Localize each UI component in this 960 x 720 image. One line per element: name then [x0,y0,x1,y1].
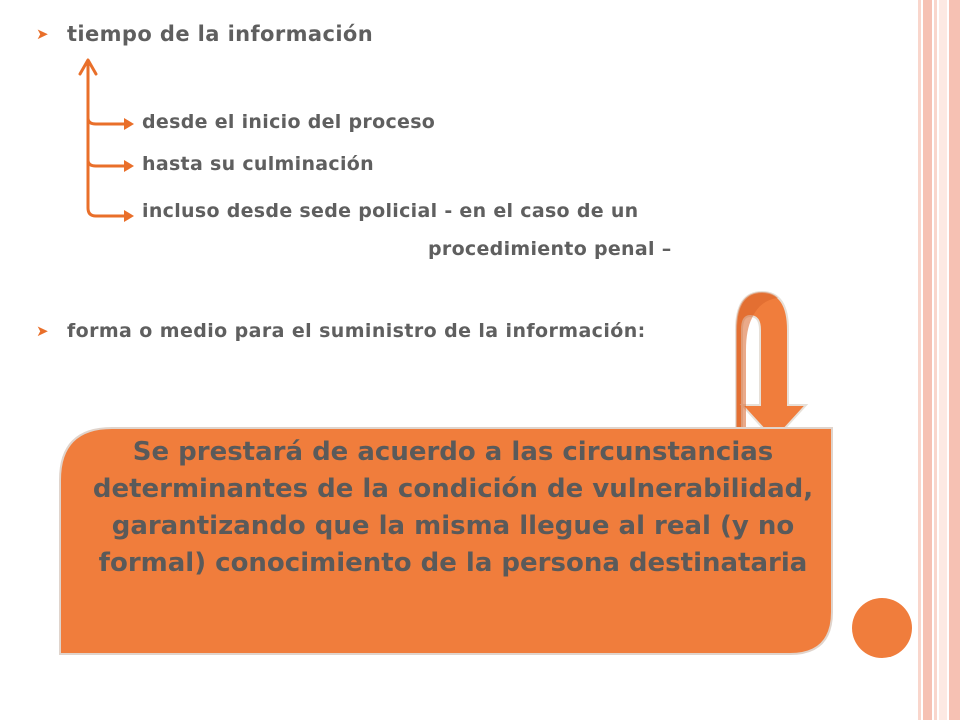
sub-item-sede-policial: incluso desde sede policial - en el caso de un [142,200,639,222]
sub-item-inicio: desde el inicio del proceso [142,111,436,133]
arrow-bullet-icon: ➤ [36,25,49,43]
bullet-text: tiempo de la información [66,22,374,46]
bullet-text: forma o medio para el suministro de la información: [66,320,646,342]
callout-text: Se prestará de acuerdo a las circunstancias determinantes de la condición de vulnerabilidad, garantizando que la misma llegue al real (y no formal) conocimiento de la persona destinataria [92,437,814,578]
arrow-bullet-icon: ➤ [36,322,49,340]
sub-item-culminacion: hasta su culminación [142,153,374,175]
sub-item-procedimiento-penal: procedimiento penal – [428,238,672,260]
